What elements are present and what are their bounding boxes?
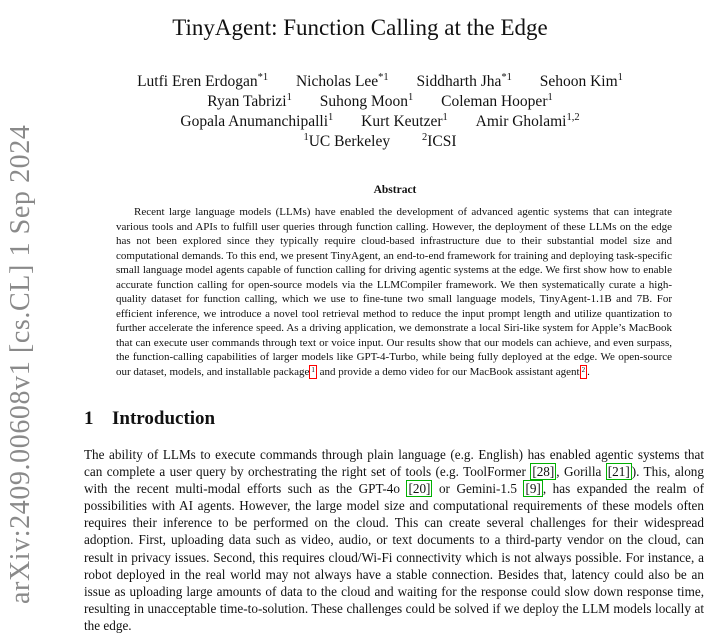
author-name: Gopala Anumanchipalli$^1$ — [180, 112, 334, 130]
section-heading — [84, 407, 215, 431]
section-number: 1 — [84, 408, 94, 429]
author-name: Sehoon Kim$^1$ — [539, 72, 623, 90]
paper-title: TinyAgent: Function Calling at the Edge — [172, 15, 548, 40]
author-name: Ryan Tabrizi$^1$ — [207, 92, 292, 110]
author-name: Coleman Hooper$^1$ — [441, 92, 553, 110]
author-line — [60, 92, 700, 112]
citation-link[interactable]: [21] — [607, 464, 630, 480]
arxiv-identifier-stamp: arXiv:2409.00608v1 [cs.CL] 1 Sep 2024 — [5, 124, 36, 604]
author-block — [60, 72, 700, 152]
affiliation: $^2$ICSI — [421, 132, 457, 150]
citation-link[interactable]: [9] — [525, 481, 541, 497]
author-name: Siddharth Jha$^{*1}$ — [416, 72, 512, 90]
footnote-link[interactable]: 2 — [580, 365, 588, 379]
affiliation-line — [60, 132, 700, 152]
author-name: Lutfi Eren Erdogan$^{*1}$ — [137, 72, 269, 90]
abstract-heading: Abstract — [373, 184, 417, 196]
section-title: Introduction — [112, 408, 216, 429]
author-name: Suhong Moon$^1$ — [319, 92, 414, 110]
author-line — [60, 112, 700, 132]
author-name: Nicholas Lee$^{*1}$ — [295, 72, 389, 90]
abstract-text: Recent large language models (LLMs) have enabled the development of advanced agentic systems that can integrate various tools and APIs to fulfill user queries through function calling. However, the deployment of these LLMs on the edge has not been explored since they typically require cloud-based infrastructure due to their substantial model size and computational demands. To this end, we present TinyAgent, an end-to-end framework for training and deploying task-specific small language model agents capable of function calling for driving agentic systems at the edge. We first show how to enable accurate function calling for open-source models via the LLMCompiler framework. We then systematically curate a high-quality dataset for function calling, which we use to fine-tune two small language models, TinyAgent-1.1B and 7B. For efficient inference, we introduce a novel tool retrieval method to reduce the input prompt length and utilize quantization to further accelerate the inference speed. As a driving application, we demonstrate a local Siri-like system for Apple’s MacBook that can execute user commands through text or voice input. Our results show that our models can achieve, and even surpass, the function-calling capabilities of larger models like GPT-4-Turbo, while being fully deployed at the edge. We open-source our dataset, models, and installable package $^1$ and provide a demo video for our MacBook assistant agent $^2$ . — [116, 206, 672, 378]
introduction-paragraph: The ability of LLMs to execute commands through plain language (e.g. English) has enabled agentic systems that can complete a user query by orchestrating the right set of tools (e.g. ToolFormer [28] , Gorilla [21] ). This, along with the recent multi-modal efforts such as the GPT-4o [20] or Gemini-1.5 [9] , has expanded the realm of possibilities with AI agents. However, the large model size and computational requirements of these models often requires their inference to be performed on the cloud. This can create several challenges for their widespread adoption. First, uploading data such as video, audio, or text documents to a third-party vendor on the cloud, can result in privacy issues. Second, this requires cloud/Wi-Fi connectivity which is not always possible. For instance, a robot deployed in the real world may not always have a stable connection. Besides that, latency could also be an issue as uploading large amounts of data to the cloud and waiting for the response could slow down response time, resulting in unacceptable time-to-solution. These challenges could be solved if we deploy the LLM models locally at the edge. — [84, 447, 704, 633]
author-line — [60, 72, 700, 92]
citation-link[interactable]: [28] — [532, 464, 555, 480]
footnote-link[interactable]: 1 — [309, 365, 317, 379]
citation-link[interactable]: [20] — [408, 481, 431, 497]
author-name: Amir Gholami$^{1,2}$ — [475, 112, 580, 130]
affiliation: $^1$UC Berkeley — [303, 132, 391, 150]
author-name: Kurt Keutzer$^1$ — [361, 112, 448, 130]
